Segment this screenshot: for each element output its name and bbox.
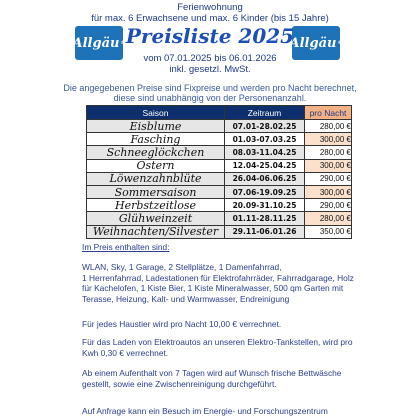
ev-charging-line-2: Kwh 0,30 € verrechnet. — [82, 347, 169, 358]
included-list — [82, 262, 402, 304]
season-name: Weihnachten/Silvester — [87, 225, 225, 238]
logo-text: Allgäu — [72, 35, 120, 51]
season-period: 07.06-19.09.25 — [225, 185, 305, 198]
table-row — [87, 225, 352, 238]
logo-text: Allgäu — [289, 35, 337, 51]
table-row — [87, 185, 352, 198]
ev-charging-note — [82, 337, 402, 358]
included-line-2: 1 Herrenfahrrad, Ladestationen für Elektrofahrräder, Fahrradgarage, Holz — [82, 272, 354, 283]
table-row — [87, 133, 352, 146]
capacity-text: für max. 6 Erwachsene und max. 6 Kinder (bis 15 Jahre) — [91, 13, 329, 24]
registered-mark: ® — [120, 40, 126, 46]
season-price: 300,00 € — [305, 133, 352, 146]
linen-line-2: gestellt, sowie eine Zwischenreinigung durchgeführt. — [82, 378, 277, 389]
table-row — [87, 212, 352, 225]
price-table — [86, 105, 352, 239]
included-line-4: Terasse, Heizung, Kalt- und Warmwasser, Endreinigung — [82, 293, 290, 304]
included-line-1: WLAN, Sky, 1 Garage, 2 Stellplätze, 1 Damenfahrrad, — [82, 262, 282, 272]
season-price: 280,00 € — [305, 212, 352, 225]
page-title: Preisliste 2025 — [125, 24, 295, 48]
table-row — [87, 146, 352, 159]
season-period: 01.11-28.11.25 — [225, 212, 305, 225]
season-name: Sommersaison — [87, 185, 225, 198]
registered-mark: ® — [337, 40, 343, 46]
season-period: 07.01-28.02.25 — [225, 120, 305, 133]
season-period: 29.11-06.01.26 — [225, 225, 305, 238]
season-price: 350,00 € — [305, 225, 352, 238]
season-price: 300,00 € — [305, 159, 352, 172]
tax-note: inkl. gesetzl. MwSt. — [169, 64, 251, 75]
ev-charging-line-1: Für das Laden von Elektroautos an unseren Elektro-Tankstellen, wird pro — [82, 337, 353, 347]
season-price: 290,00 € — [305, 172, 352, 185]
validity-block — [0, 53, 420, 75]
season-name: Eisblume — [87, 120, 225, 133]
validity-dates: vom 07.01.2025 bis 06.01.2026 — [143, 53, 277, 64]
table-row — [87, 199, 352, 212]
intro-line-1: Die angegebenen Preise sind Fixpreise und werden pro Nacht berechnet, — [63, 83, 357, 93]
season-name: Schneeglöckchen — [87, 146, 225, 159]
season-name: Glühweinzeit — [87, 212, 225, 225]
table-row — [87, 120, 352, 133]
season-price: 290,00 € — [305, 199, 352, 212]
season-period: 01.03-07.03.25 — [225, 133, 305, 146]
season-name: Ostern — [87, 159, 225, 172]
visit-note — [82, 406, 402, 417]
table-header-row — [87, 106, 352, 120]
season-price: 280,00 € — [305, 146, 352, 159]
visit-line-1: Auf Anfrage kann ein Besuch im Energie- und Forschungszentrum — [82, 406, 328, 416]
header-price: pro Nacht — [305, 106, 352, 120]
season-period: 26.04-06.06.25 — [225, 172, 305, 185]
included-line-3: für Kachelofen, 1 Kiste Bier, 1 Kiste Mineralwasser, 500 qm Garten mit — [82, 283, 344, 293]
season-period: 08.03-11.04.25 — [225, 146, 305, 159]
header-period: Zeitraum — [225, 106, 305, 120]
intro-text — [0, 83, 420, 103]
table-row — [87, 159, 352, 172]
season-name: Fasching — [87, 133, 225, 146]
linen-line-1: Ab einem Aufenthalt von 7 Tagen wird auf Wunsch frische Bettwäsche — [82, 368, 342, 378]
table-row — [87, 172, 352, 185]
season-price: 300,00 € — [305, 185, 352, 198]
season-name: Löwenzahnblüte — [87, 172, 225, 185]
linen-note — [82, 368, 402, 389]
apartment-label: Ferienwohnung — [177, 2, 243, 13]
header-block — [0, 2, 420, 24]
pet-fee-note: Für jedes Haustier wird pro Nacht 10,00 € verrechnet. — [82, 319, 282, 329]
header-season: Saison — [87, 106, 225, 120]
season-period: 20.09-31.10.25 — [225, 199, 305, 212]
intro-line-2: diese sind unabhängig von der Personenanzahl. — [113, 93, 307, 103]
season-price: 280,00 € — [305, 120, 352, 133]
season-period: 12.04-25.04.25 — [225, 159, 305, 172]
included-heading: Im Preis enthalten sind: — [82, 242, 170, 252]
season-name: Herbstzeitlose — [87, 199, 225, 212]
